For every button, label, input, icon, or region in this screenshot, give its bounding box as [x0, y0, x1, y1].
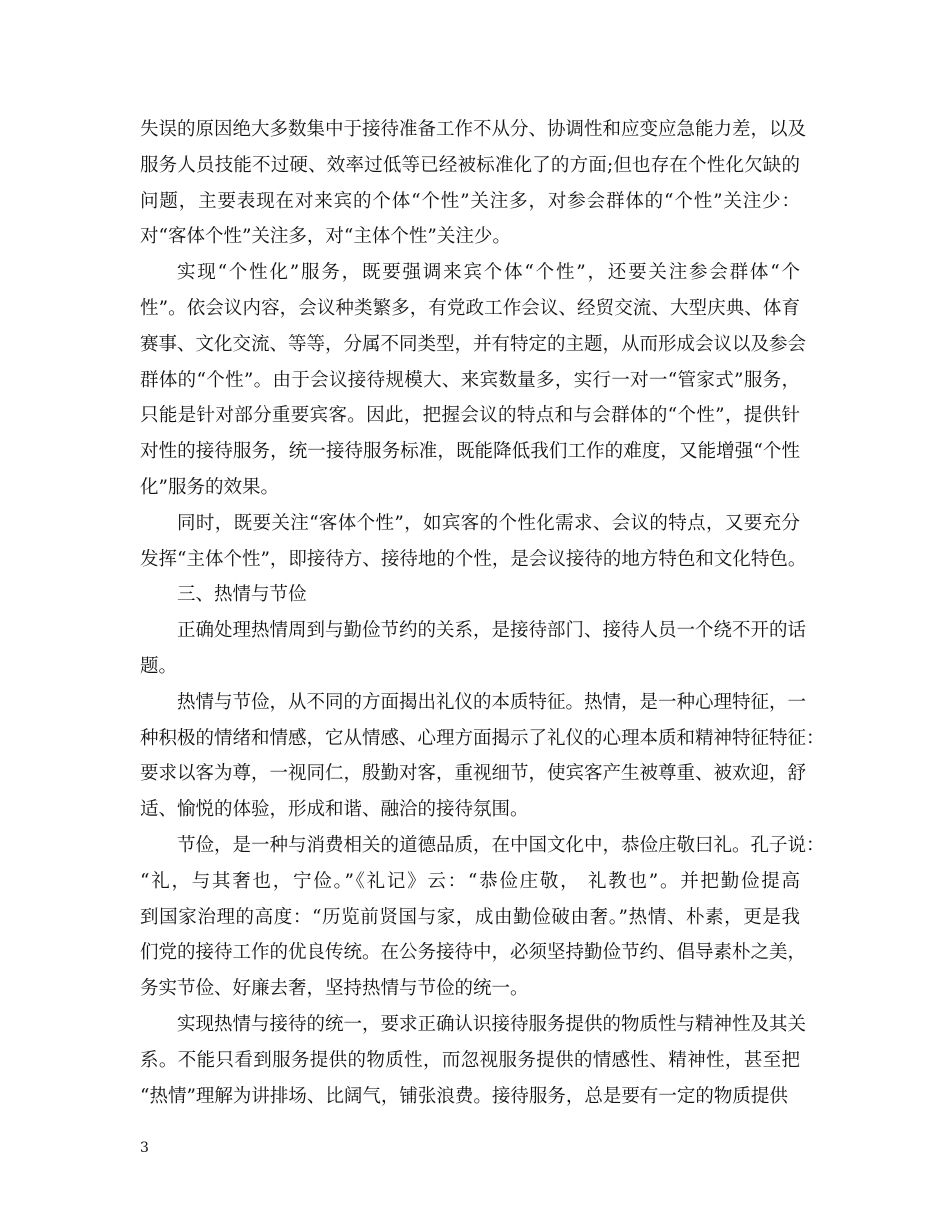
text-line: 要求以客为尊，一视同仁，殷勤对客，重视细节，使宾客产生被尊重、被欢迎，舒: [140, 763, 807, 785]
text-line: 种积极的情绪和情感，它从情感、心理方面揭示了礼仪的心理本质和精神特征特征：: [140, 727, 825, 749]
text-line: 正确处理热情周到与勤俭节约的关系，是接待部门、接待人员一个绕不开的话: [177, 620, 807, 642]
paragraph: [140, 1007, 807, 1114]
text-line: 服务人员技能不过硬、效率过低等已经被标准化了的方面;但也存在个性化欠缺的: [140, 154, 800, 176]
text-line: 对性的接待服务，统一接待服务标准，既能降低我们工作的难度，又能增强“个性: [140, 441, 800, 463]
text-line: 性”。依会议内容，会议种类繁多，有党政工作会议、经贸交流、大型庆典、体育: [140, 297, 800, 319]
text-line: “礼，与其奢也，宁俭。”《礼记》云：“恭俭庄敬， 礼教也”。并把勤俭提高: [140, 870, 800, 892]
page-number: 3: [140, 1140, 149, 1156]
text-line: 实现热情与接待的统一，要求正确认识接待服务提供的物质性与精神性及其关: [177, 1013, 807, 1035]
text-line: 务实节俭、好廉去奢，坚持热情与节俭的统一。: [140, 978, 529, 1000]
text-line: 三、热情与节俭: [177, 584, 307, 606]
text-line: 节俭，是一种与消费相关的道德品质，在中国文化中，恭俭庄敬曰礼。孔子说：: [177, 834, 825, 856]
text-line: 对“客体个性”关注多，对“主体个性”关注少。: [140, 226, 511, 248]
paragraph: [140, 613, 807, 685]
text-line: 实现“个性化”服务，既要强调来宾个体“个性”，还要关注参会群体“个: [177, 262, 800, 284]
text-line: 问题，主要表现在对来宾的个体“个性”关注多，对参会群体的“个性”关注少：: [140, 190, 800, 212]
text-line: 化”服务的效果。: [140, 476, 279, 498]
text-line: 同时，既要关注“客体个性”，如宾客的个性化需求、会议的特点，又要充分: [177, 512, 800, 534]
text-line: 只能是针对部分重要宾客。因此，把握会议的特点和与会群体的“个性”，提供针: [140, 405, 800, 427]
text-line: 适、愉悦的体验，形成和谐、融洽的接待氛围。: [140, 799, 529, 821]
paragraph: [140, 828, 825, 1007]
text-line: 失误的原因绝大多数集中于接待准备工作不从分、协调性和应变应急能力差，以及: [140, 119, 807, 140]
paragraph: [140, 112, 807, 255]
text-line: 群体的“个性”。由于会议接待规模大、来宾数量多，实行一对一“管家式”服务，: [140, 369, 800, 391]
text-line: 赛事、文化交流、等等，分属不同类型，并有特定的主题，从而形成会议以及参会: [140, 333, 807, 355]
paragraph: [140, 577, 800, 613]
text-line: 们党的接待工作的优良传统。在公务接待中，必须坚持勤俭节约、倡导素朴之美，: [140, 942, 807, 964]
text-line: 发挥“主体个性”，即接待方、接待地的个性，是会议接待的地方特色和文化特色。: [140, 548, 807, 570]
paragraph: [140, 255, 807, 506]
text-line: 到国家治理的高度：“历览前贤国与家，成由勤俭破由奢。”热情、朴素，更是我: [140, 906, 800, 928]
document-body: [140, 112, 825, 1114]
text-line: 题。: [140, 655, 178, 677]
paragraph: [140, 685, 825, 828]
text-line: 热情与节俭，从不同的方面揭出礼仪的本质特征。热情，是一种心理特征，一: [177, 691, 807, 713]
paragraph: [140, 506, 807, 578]
text-line: “热情”理解为讲排场、比阔气，铺张浪费。接待服务，总是要有一定的物质提供: [140, 1085, 788, 1107]
text-line: 系。不能只看到服务提供的物质性，而忽视服务提供的情感性、精神性，甚至把: [140, 1049, 800, 1071]
